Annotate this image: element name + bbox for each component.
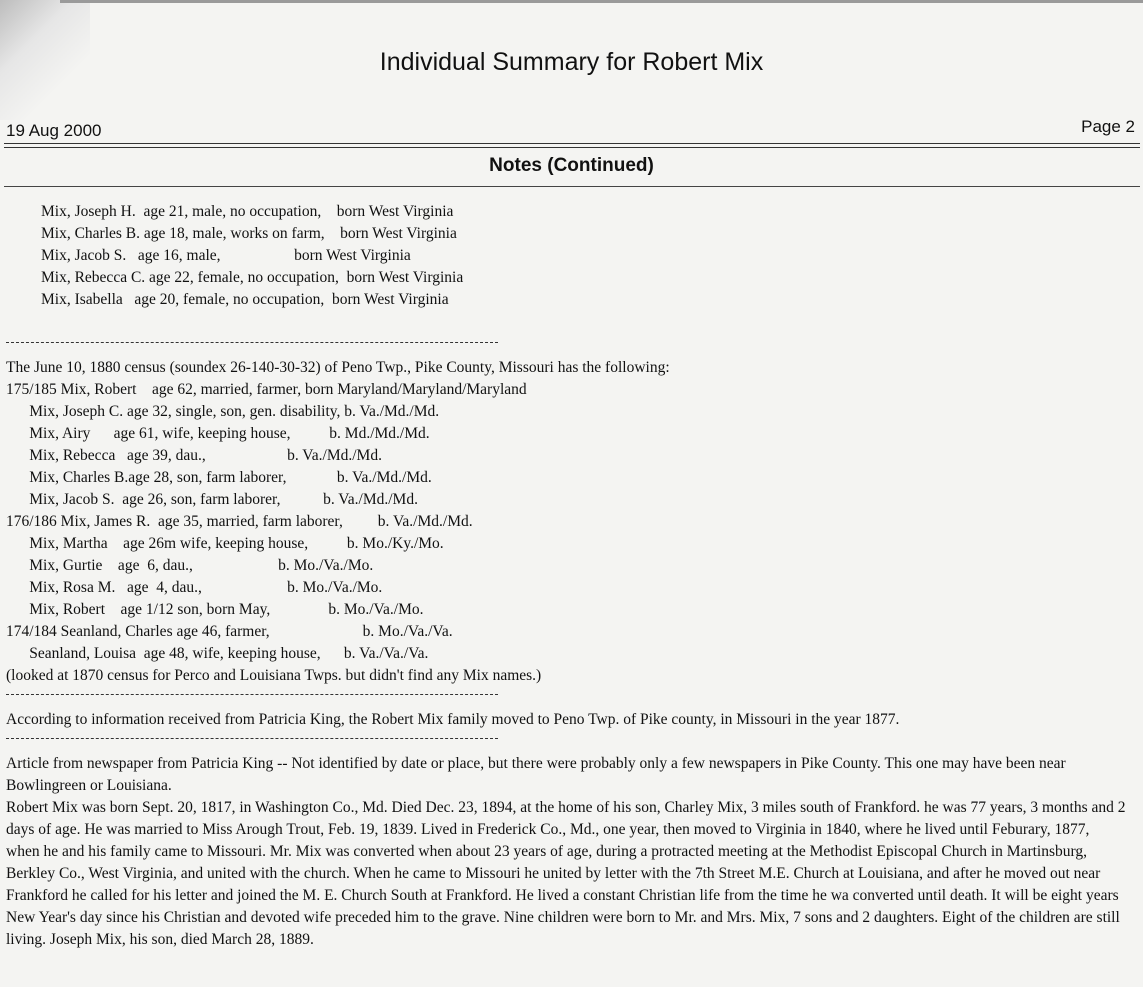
census-intro: The June 10, 1880 census (soundex 26-140-30-32) of Peno Twp., Pike County, Missouri has the following: <box>6 359 670 376</box>
census-line: Mix, Joseph H. age 21, male, no occupation, born West Virginia <box>41 203 454 220</box>
census-line: Mix, Charles B.age 28, son, farm laborer, b. Va./Md./Md. <box>6 469 432 486</box>
article-body: Robert Mix was born Sept. 20, 1817, in Washington Co., Md. Died Dec. 23, 1894, at the home of his son, Charley Mix, 3 miles south of Frankford. he was 77 years, 3 months and 2 days of age. He was married to Miss Arough Trout, Feb. 19, 1839. Lived in Frederick Co., Md., one year, then moved to Virginia in 1840, where he lived until Feburary, 1877, when he and his family came to Missouri. Mr. Mix was converted when about 23 years of age, during a protracted meeting at the Methodist Episcopal Church in Martinsburg, Berkley Co., West Virginia, and united with the church. When he came to Missouri he united by letter with the 7th Street M.E. Church at Louisiana, and after he moved out near Frankford he called for his letter and joined the M. E. Church South at Frankford. He lived a constant Christian life from the time he wa converted until death. It will be eight years New Year's day since his Christian and devoted wife preceded him to the grave. Nine children were born to Mr. and Mrs. Mix, 7 sons and 2 daughters. Eight of the children are still living. Joseph Mix, his son, died March 28, 1889. <box>6 799 1126 948</box>
census-line: Mix, Rosa M. age 4, dau., b. Mo./Va./Mo. <box>6 579 383 596</box>
census-line: Mix, Rebecca age 39, dau., b. Va./Md./Md. <box>6 447 382 464</box>
census-line: Seanland, Louisa age 48, wife, keeping house, b. Va./Va./Va. <box>6 645 429 662</box>
census-line: Mix, Robert age 1/12 son, born May, b. Mo./Va./Mo. <box>6 601 424 618</box>
census-line: 175/185 Mix, Robert age 62, married, farmer, born Maryland/Maryland/Maryland <box>6 381 527 398</box>
king-info: According to information received from Patricia King, the Robert Mix family moved to Peno Twp. of Pike county, in Missouri in the year 1877. <box>6 711 900 728</box>
census-line: Mix, Isabella age 20, female, no occupation, born West Virginia <box>41 291 449 308</box>
section-title: Notes (Continued) <box>489 155 654 176</box>
census-line: Mix, Jacob S. age 26, son, farm laborer, b. Va./Md./Md. <box>6 491 418 508</box>
separator <box>6 738 498 739</box>
census-line: Mix, Jacob S. age 16, male, born West Virginia <box>41 247 411 264</box>
census-line: 176/186 Mix, James R. age 35, married, farm laborer, b. Va./Md./Md. <box>6 513 473 530</box>
separator <box>6 694 498 695</box>
census-line: Mix, Rebecca C. age 22, female, no occupation, born West Virginia <box>41 269 464 286</box>
census-line: Mix, Martha age 26m wife, keeping house, b. Mo./Ky./Mo. <box>6 535 444 552</box>
section-rule <box>4 186 1140 187</box>
scan-edge <box>60 0 1143 3</box>
page-number: Page 2 <box>1081 117 1135 136</box>
header-rule <box>4 143 1140 148</box>
census-line: Mix, Charles B. age 18, male, works on farm, born West Virginia <box>41 225 457 242</box>
census-line: Mix, Airy age 61, wife, keeping house, b. Md./Md./Md. <box>6 425 430 442</box>
article-intro: Article from newspaper from Patricia King -- Not identified by date or place, but there were probably only a few newspapers in Pike County. This one may have been near Bowlingreen or Louisiana. <box>6 755 1066 794</box>
page-title: Individual Summary for Robert Mix <box>379 48 764 76</box>
separator <box>6 342 498 343</box>
census-line: 174/184 Seanland, Charles age 46, farmer, b. Mo./Va./Va. <box>6 623 453 640</box>
census-line: Mix, Joseph C. age 32, single, son, gen. disability, b. Va./Md./Md. <box>6 403 440 420</box>
census-line: Mix, Gurtie age 6, dau., b. Mo./Va./Mo. <box>6 557 374 574</box>
census-note: (looked at 1870 census for Perco and Louisiana Twps. but didn't find any Mix names.) <box>6 667 542 684</box>
report-date: 19 Aug 2000 <box>6 121 102 140</box>
